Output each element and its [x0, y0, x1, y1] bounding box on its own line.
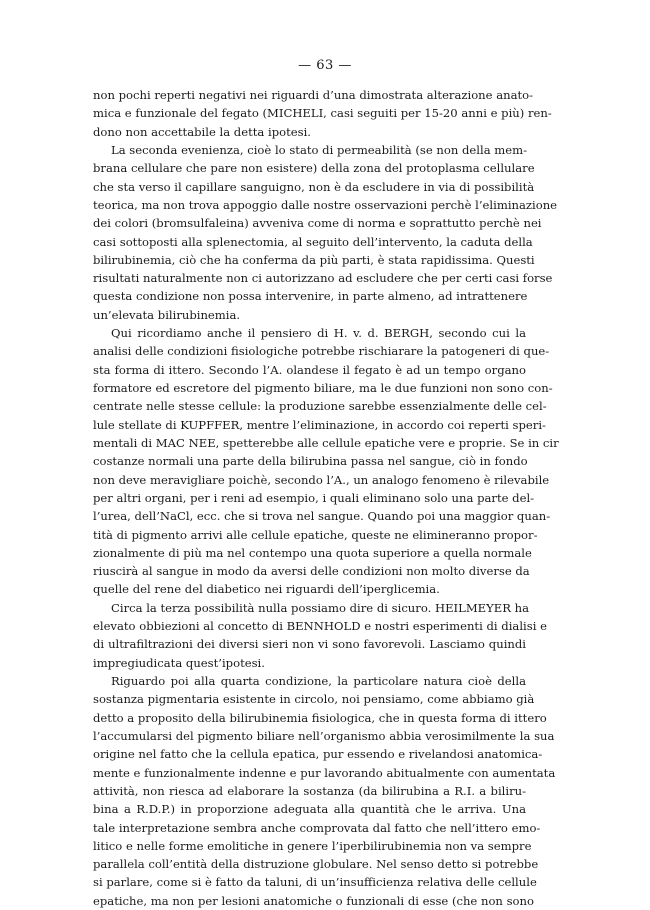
text-line: questa condizione non possa intervenire, in parte almeno, ad intrattenere	[93, 289, 528, 304]
text-line: analisi delle condizioni fisiologiche potrebbe rischiarare la patogeneri di que-	[93, 344, 550, 359]
text-line: bilirubinemia, ciò che ha conferma da più parti, è stata rapidissima. Questi	[93, 252, 535, 267]
text-line: mica e funzionale del fegato (MICHELI, casi seguiti per 15-20 anni e più) ren-	[93, 106, 552, 121]
text-line: impregiudicata quest’ipotesi.	[93, 655, 265, 670]
text-line: mentali di MAC NEE, spetterebbe alle cellule epatiche vere e proprie. Se in cir	[93, 435, 559, 450]
text-line: origine nel fatto che la cellula epatica, pur essendo e rivelandosi anatomica-	[93, 747, 543, 762]
text-line: casi sottoposti alla splenectomia, al seguito dell’intervento, la caduta della	[93, 234, 533, 249]
text-line: zionalmente di più ma nel contempo una quota superiore a quella normale	[93, 545, 532, 560]
text-line: elevato obbiezioni al concetto di BENNHOLD e nostri esperimenti di dialisi e	[93, 619, 547, 634]
text-line: lule stellate di KUPFFER, mentre l’eliminazione, in accordo coi reperti speri-	[93, 417, 546, 432]
body-text	[93, 86, 559, 910]
text-line: che sta verso il capillare sanguigno, non è da escludere in via di possibilità	[93, 179, 535, 194]
text-line: per altri organi, per i reni ad esempio, i quali eliminano solo una parte del-	[93, 490, 535, 505]
text-line: formatore ed escretore del pigmento biliare, ma le due funzioni non sono con-	[93, 381, 553, 395]
page-number: — 63 —	[298, 58, 352, 73]
text-line: riuscirà al sangue in modo da aversi delle condizioni non molto diverse da	[93, 564, 530, 579]
text-line: bina a R.D.P.) in proporzione adeguata alla quantità che le arriva. Una	[93, 802, 526, 817]
text-line: mente e funzionalmente indenne e pur lavorando abitualmente con aumentata	[93, 765, 556, 780]
text-line: centrate nelle stesse cellule: la produzione sarebbe essenzialmente delle cel-	[93, 399, 547, 414]
text-line: epatiche, ma non per lesioni anatomiche o funzionali di esse (che non sono	[93, 893, 534, 908]
text-line: Riguardo poi alla quarta condizione, la particolare natura cioè della	[111, 674, 526, 688]
text-line: teorica, ma non trova appoggio dalle nostre osservazioni perchè l’eliminazione	[93, 197, 558, 212]
text-line: dei colori (bromsulfaleina) avveniva come di norma e soprattutto perchè nei	[93, 216, 542, 231]
text-line: non deve meravigliare poichè, secondo l’A., un analogo fenomeno è rilevabile	[93, 472, 550, 487]
text-line: La seconda evenienza, cioè lo stato di permeabilità (se non della mem-	[111, 142, 528, 157]
text-line: risultati naturalmente non ci autorizzano ad escludere che per certi casi forse	[93, 271, 553, 286]
text-line: quelle del rene del diabetico nei riguardi dell’iperglicemia.	[93, 582, 440, 597]
text-line: sta forma di ittero. Secondo l’A. olandese il fegato è ad un tempo organo	[93, 362, 526, 377]
text-line: di ultrafiltrazioni dei diversi sieri non vi sono favorevoli. Lasciamo quindi	[93, 637, 526, 652]
text-line: non pochi reperti negativi nei riguardi d’una dimostrata alterazione anato-	[93, 88, 534, 102]
text-line: dono non accettabile la detta ipotesi.	[93, 124, 311, 139]
text-line: l’accumularsi del pigmento biliare nell’organismo abbia verosimilmente la sua	[93, 728, 555, 743]
text-line: brana cellulare che pare non esistere) della zona del protoplasma cellulare	[93, 161, 535, 176]
text-line: parallela coll’entità della distruzione globulare. Nel senso detto si potrebbe	[93, 857, 539, 872]
text-line: litico e nelle forme emolitiche in genere l’iperbilirubinemia non va sempre	[93, 838, 532, 853]
text-line: detto a proposito della bilirubinemia fisiologica, che in questa forma di ittero	[93, 710, 547, 725]
text-line: un’elevata bilirubinemia.	[93, 307, 241, 322]
text-line: costanze normali una parte della bilirubina passa nel sangue, ciò in fondo	[93, 454, 528, 469]
text-line: Circa la terza possibilità nulla possiamo dire di sicuro. HEILMEYER ha	[111, 600, 530, 615]
text-line: sostanza pigmentaria esistente in circolo, noi pensiamo, come abbiamo già	[93, 692, 535, 707]
text-line: attività, non riesca ad elaborare la sostanza (da bilirubina a R.I. a bilіru-	[93, 783, 526, 798]
text-line: tità di pigmento arrivi alle cellule epatiche, queste ne elimineranno propor-	[93, 527, 538, 542]
text-line: tale interpretazione sembra anche comprovata dal fatto che nell’ittero emo-	[93, 820, 541, 835]
text-line: si parlare, come si è fatto da taluni, di un’insufficienza relativa delle cellule	[93, 875, 537, 890]
text-line: l’urea, dell’NaCl, ecc. che si trova nel sangue. Quando poi una maggior quan-	[93, 509, 551, 524]
text-line: Qui ricordiamo anche il pensiero di H. v. d. BERGH, secondo cui la	[111, 326, 526, 341]
